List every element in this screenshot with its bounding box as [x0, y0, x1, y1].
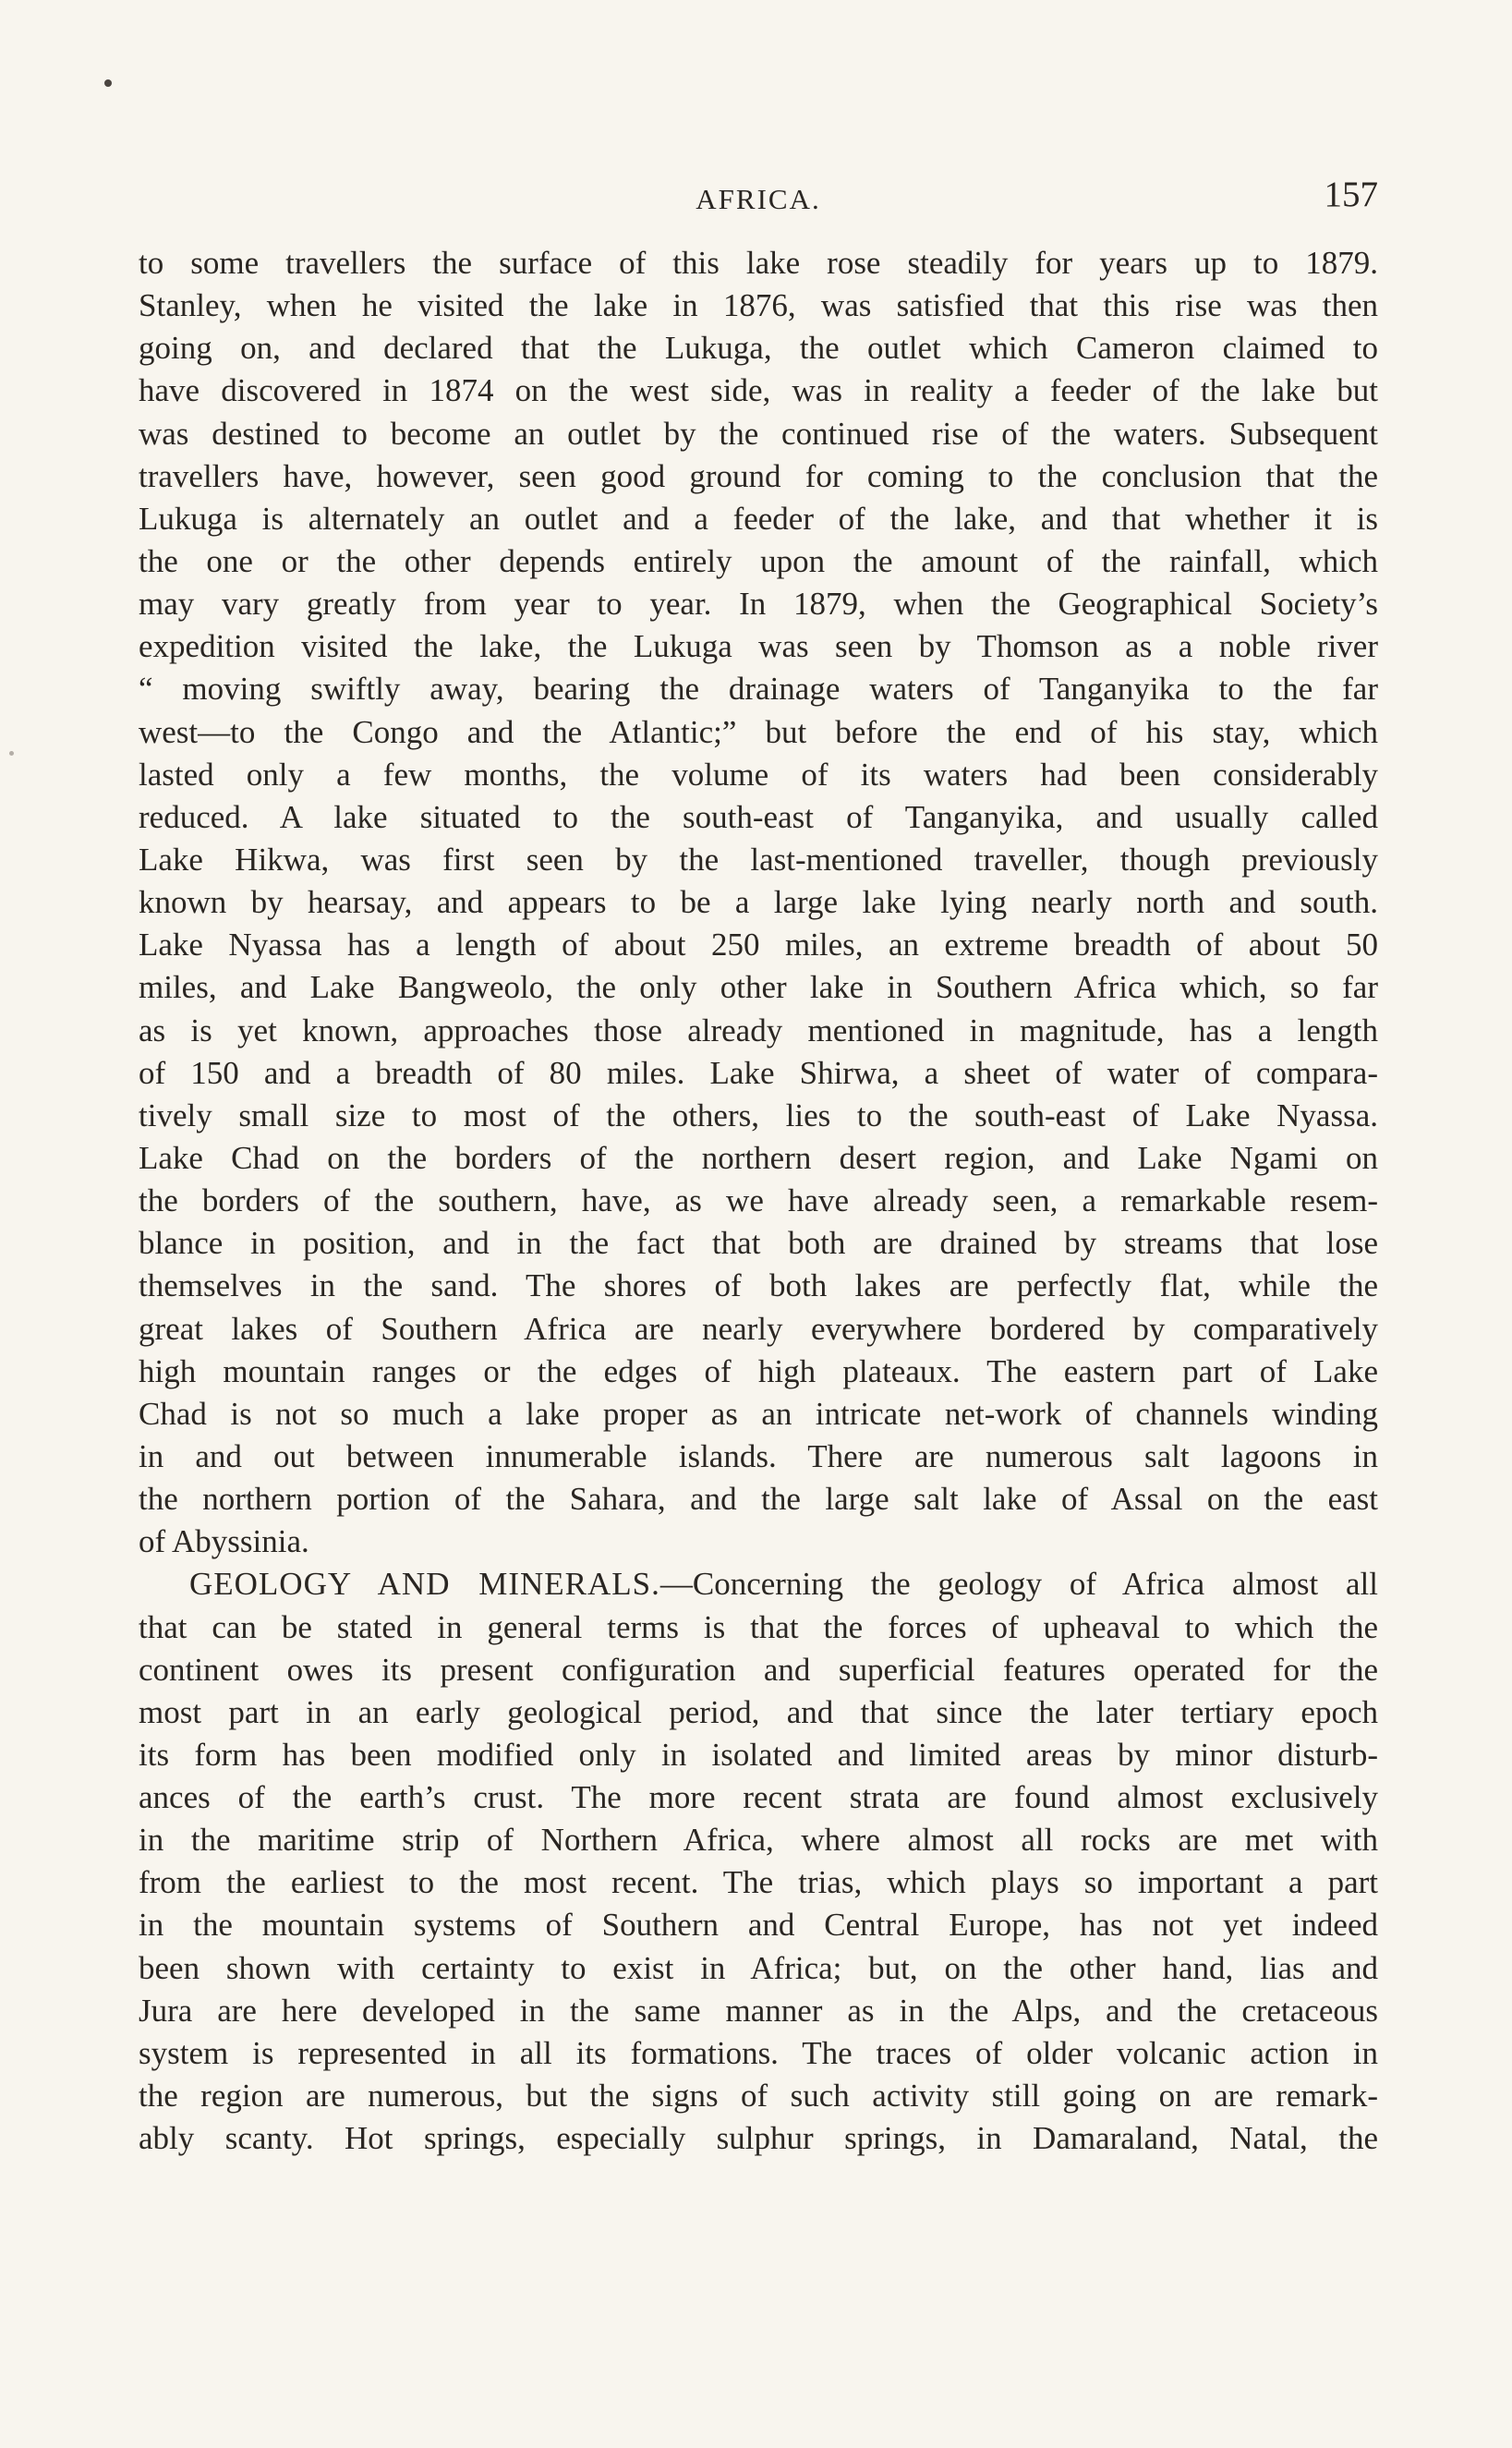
text-line: to some travellers the surface of this lake rose steadily for years up to 1879.	[139, 245, 1378, 281]
text-line: great lakes of Southern Africa are nearly everywhere bordered by comparatively	[139, 1310, 1378, 1347]
text-line: ably scanty. Hot springs, especially sulphur springs, in Damaraland, Natal, the	[139, 2120, 1378, 2157]
paper-mark	[9, 751, 14, 756]
text-line: continent owes its present configuration and superficial features operated for the	[139, 1651, 1378, 1688]
running-head	[139, 174, 1378, 224]
text-line: its form has been modified only in isolated and limited areas by minor disturb-	[139, 1736, 1378, 1773]
text-line: the northern portion of the Sahara, and the large salt lake of Assal on the east	[139, 1481, 1378, 1518]
text-line: the borders of the southern, have, as we have already seen, a remarkable resem-	[139, 1182, 1378, 1219]
text-line: system is represented in all its formations. The traces of older volcanic action in	[139, 2034, 1378, 2071]
text-line: have discovered in 1874 on the west side, was in reality a feeder of the lake but	[139, 372, 1378, 409]
text-line: of Abyssinia.	[139, 1523, 309, 1560]
text-line: tively small size to most of the others, lies to the south-east of Lake Nyassa.	[139, 1097, 1378, 1133]
text-line: “ moving swiftly away, bearing the drainage waters of Tanganyika to the far	[139, 671, 1378, 708]
text-line: ances of the earth’s crust. The more recent strata are found almost exclusively	[139, 1779, 1378, 1816]
text-line: in the mountain systems of Southern and Central Europe, has not yet indeed	[139, 1907, 1378, 1944]
text-line: from the earliest to the most recent. The trias, which plays so important a part	[139, 1864, 1378, 1901]
text-line: as is yet known, approaches those already mentioned in magnitude, has a length	[139, 1012, 1378, 1048]
text-line: high mountain ranges or the edges of high plateaux. The eastern part of Lake	[139, 1352, 1378, 1389]
text-line: west—to the Congo and the Atlantic;” but before the end of his stay, which	[139, 713, 1378, 750]
text-line: may vary greatly from year to year. In 1879, when the Geographical Society’s	[139, 586, 1378, 623]
text-line: Jura are here developed in the same manner as in the Alps, and the cretaceous	[139, 1992, 1378, 2029]
page-number: 157	[1324, 175, 1378, 214]
text-line: Lake Hikwa, was first seen by the last-mentioned traveller, though previously	[139, 841, 1378, 878]
text-line: most part in an early geological period, and that since the later tertiary epoch	[139, 1693, 1378, 1730]
text-line: reduced. A lake situated to the south-east of Tanganyika, and usually called	[139, 798, 1378, 835]
text-line: Stanley, when he visited the lake in 1876, was satisfied that this rise was then	[139, 287, 1378, 324]
text-line: expedition visited the lake, the Lukuga was seen by Thomson as a noble river	[139, 628, 1378, 665]
text-line: Lake Chad on the borders of the northern desert region, and Lake Ngami on	[139, 1139, 1378, 1176]
text-line: in the maritime strip of Northern Africa, where almost all rocks are met with	[139, 1822, 1378, 1859]
text-line: in and out between innumerable islands. There are numerous salt lagoons in	[139, 1437, 1378, 1474]
section-first-line-text: —Concerning the geology of Africa almost all	[659, 1566, 1378, 1603]
text-line: was destined to become an outlet by the continued rise of the waters. Subsequent	[139, 415, 1378, 452]
text-line: Lukuga is alternately an outlet and a feeder of the lake, and that whether it is	[139, 500, 1378, 537]
text-line: Chad is not so much a lake proper as an intricate net-work of channels winding	[139, 1395, 1378, 1432]
running-title: AFRICA.	[696, 183, 821, 215]
body-text	[139, 242, 1378, 2160]
text-line: the region are numerous, but the signs of such activity still going on are remark-	[139, 2078, 1378, 2115]
text-line: themselves in the sand. The shores of both lakes are perfectly flat, while the	[139, 1267, 1378, 1304]
section-heading: GEOLOGY AND MINERALS.	[189, 1566, 660, 1603]
text-line: been shown with certainty to exist in Africa; but, on the other hand, lias and	[139, 1949, 1378, 1986]
text-line: blance in position, and in the fact that both are drained by streams that lose	[139, 1225, 1378, 1262]
text-line: miles, and Lake Bangweolo, the only other lake in Southern Africa which, so far	[139, 969, 1378, 1006]
text-line: going on, and declared that the Lukuga, the outlet which Cameron claimed to	[139, 330, 1378, 367]
text-line: the one or the other depends entirely upon the amount of the rainfall, which	[139, 542, 1378, 579]
text-line: Lake Nyassa has a length of about 250 miles, an extreme breadth of about 50	[139, 927, 1378, 963]
text-line: known by hearsay, and appears to be a large lake lying nearly north and south.	[139, 884, 1378, 921]
section-first-line	[139, 1563, 1378, 1606]
text-line: travellers have, however, seen good ground for coming to the conclusion that the	[139, 457, 1378, 494]
ink-speck	[104, 79, 112, 87]
text-line: lasted only a few months, the volume of its waters had been considerably	[139, 756, 1378, 793]
text-line: that can be stated in general terms is that the forces of upheaval to which the	[139, 1608, 1378, 1645]
text-line: of 150 and a breadth of 80 miles. Lake Shirwa, a sheet of water of compara-	[139, 1054, 1378, 1091]
